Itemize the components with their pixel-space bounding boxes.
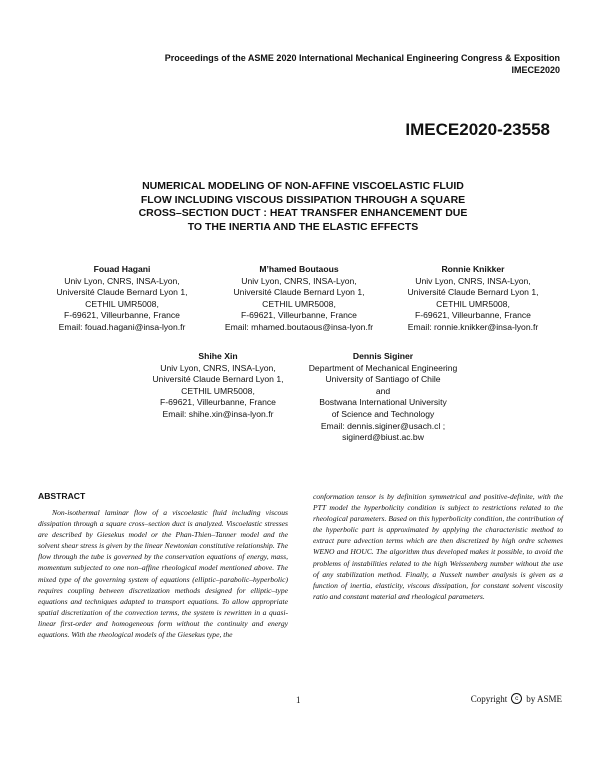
affiliation-line: F-69621, Villeurbanne, France: [64, 310, 180, 321]
author-email[interactable]: Email: ronnie.knikker@insa-lyon.fr: [407, 321, 539, 332]
affiliation-line: F-69621, Villeurbanne, France: [415, 310, 531, 321]
author-email[interactable]: siginerd@biust.ac.bw: [342, 432, 424, 443]
abstract-heading: ABSTRACT: [38, 491, 86, 501]
affiliation-line: CETHIL UMR5008,: [436, 298, 510, 309]
author-email[interactable]: Email: mhamed.boutaous@insa-lyon.fr: [224, 321, 374, 332]
copyright-icon: c: [511, 693, 522, 704]
author-block-5: [293, 351, 473, 444]
paper-title: NUMERICAL MODELING OF NON-AFFINE VISCOELASTIC FLUID FLOW INCLUDING VISCOUS DISSIPATION THROUGH A SQUARE CROSS–SECTION DUCT : HEAT TRANSFER ENHANCEMENT DUE TO THE INERTIA AND THE ELASTIC EFFECTS: [138, 180, 468, 233]
author-name: Fouad Hagani: [93, 264, 151, 274]
affiliation-line: Univ Lyon, CNRS, INSA-Lyon,: [415, 275, 531, 286]
author-email[interactable]: Email: dennis.siginer@usach.cl ;: [320, 420, 446, 431]
author-name: Dennis Siginer: [352, 351, 414, 361]
affiliation-line: Université Claude Bernard Lyon 1,: [407, 287, 539, 298]
affiliation-line: Department of Mechanical Engineering: [308, 362, 458, 373]
conference-code: IMECE2020: [511, 65, 560, 75]
affiliation-line: and: [375, 385, 391, 396]
author-block-4: [128, 351, 308, 421]
author-email[interactable]: Email: fouad.hagani@insa-lyon.fr: [58, 321, 186, 332]
page-number: 1: [296, 695, 301, 705]
affiliation-line: F-69621, Villeurbanne, France: [160, 397, 276, 408]
affiliation-line: CETHIL UMR5008,: [262, 298, 336, 309]
affiliation-line: Université Claude Bernard Lyon 1,: [56, 287, 188, 298]
affiliation-line: F-69621, Villeurbanne, France: [241, 310, 357, 321]
affiliation-line: CETHIL UMR5008,: [85, 298, 159, 309]
author-block-3: [383, 264, 563, 334]
affiliation-line: of Science and Technology: [331, 408, 435, 419]
affiliation-line: Univ Lyon, CNRS, INSA-Lyon,: [241, 275, 357, 286]
copyright-word: Copyright: [470, 693, 508, 704]
author-name: Ronnie Knikker: [441, 264, 505, 274]
proceedings-header: [40, 52, 560, 76]
copyright-owner: by ASME: [526, 693, 562, 704]
affiliation-line: CETHIL UMR5008,: [181, 385, 255, 396]
author-email[interactable]: Email: shihe.xin@insa-lyon.fr: [162, 408, 274, 419]
abstract-text-left: Non-isothermal laminar flow of a viscoelastic fluid including viscous dissipation through a square cross–section duct is analyzed. Viscoelastic stresses are described by Giesekus model or the Phan-Thien–Tanner model and the solvent shear stress is given by the linear Newtonian constitutive relationship. The flow through the tube is governed by the conservation equations of energy, mass, momentum subjected to one non–affine rheological model mentioned above. The mixed type of the governing system of equations (elliptic–parabolic–hyperbolic) requires coupling between discretization methods designed for elliptic–type equations and techniques adapted to transport equations. To allow appropriate spatial discretization of the convection terms, the system is rewritten in a quasi-linear first-order and homogeneous form without the continuity and energy equations. With the rheological models of the Giesekus type, the: [38, 508, 289, 640]
affiliation-line: Univ Lyon, CNRS, INSA-Lyon,: [64, 275, 180, 286]
affiliation-line: University of Santiago of Chile: [325, 374, 441, 385]
affiliation-line: Univ Lyon, CNRS, INSA-Lyon,: [160, 362, 276, 373]
abstract-text-right: conformation tensor is by definition symmetrical and positive-definite, with the PTT model the hyperbolicity condition is subject to restrictions related to the rheological parameters. Based on this hyperbolicity condition, the contribution of the hyperbolic part is approximated by applying the characteristic method to extract pure advection terms which are then discretized by high ordre schemes WENO and HOUC. The algorithm thus developed makes it possible, to avoid the problems of instabilities related to the high Weissenberg number without the use of any stabilization method. Finally, a Nusselt number analysis is given as a function of inertia, elasticity, viscous dissipation, for constant solvent viscosity ratio and constant material and rheological parameters.: [313, 492, 563, 601]
copyright-notice: [471, 693, 562, 704]
author-block-1: [32, 264, 212, 334]
author-name: Shihe Xin: [198, 351, 238, 361]
affiliation-line: Bostwana International University: [319, 397, 447, 408]
affiliation-line: Université Claude Bernard Lyon 1,: [233, 287, 365, 298]
proceedings-line: Proceedings of the ASME 2020 International Mechanical Engineering Congress & Exposition: [164, 53, 560, 63]
paper-id: IMECE2020-23558: [405, 120, 550, 139]
author-block-2: [209, 264, 389, 334]
author-name: M’hamed Boutaous: [259, 264, 339, 274]
affiliation-line: Université Claude Bernard Lyon 1,: [152, 374, 284, 385]
